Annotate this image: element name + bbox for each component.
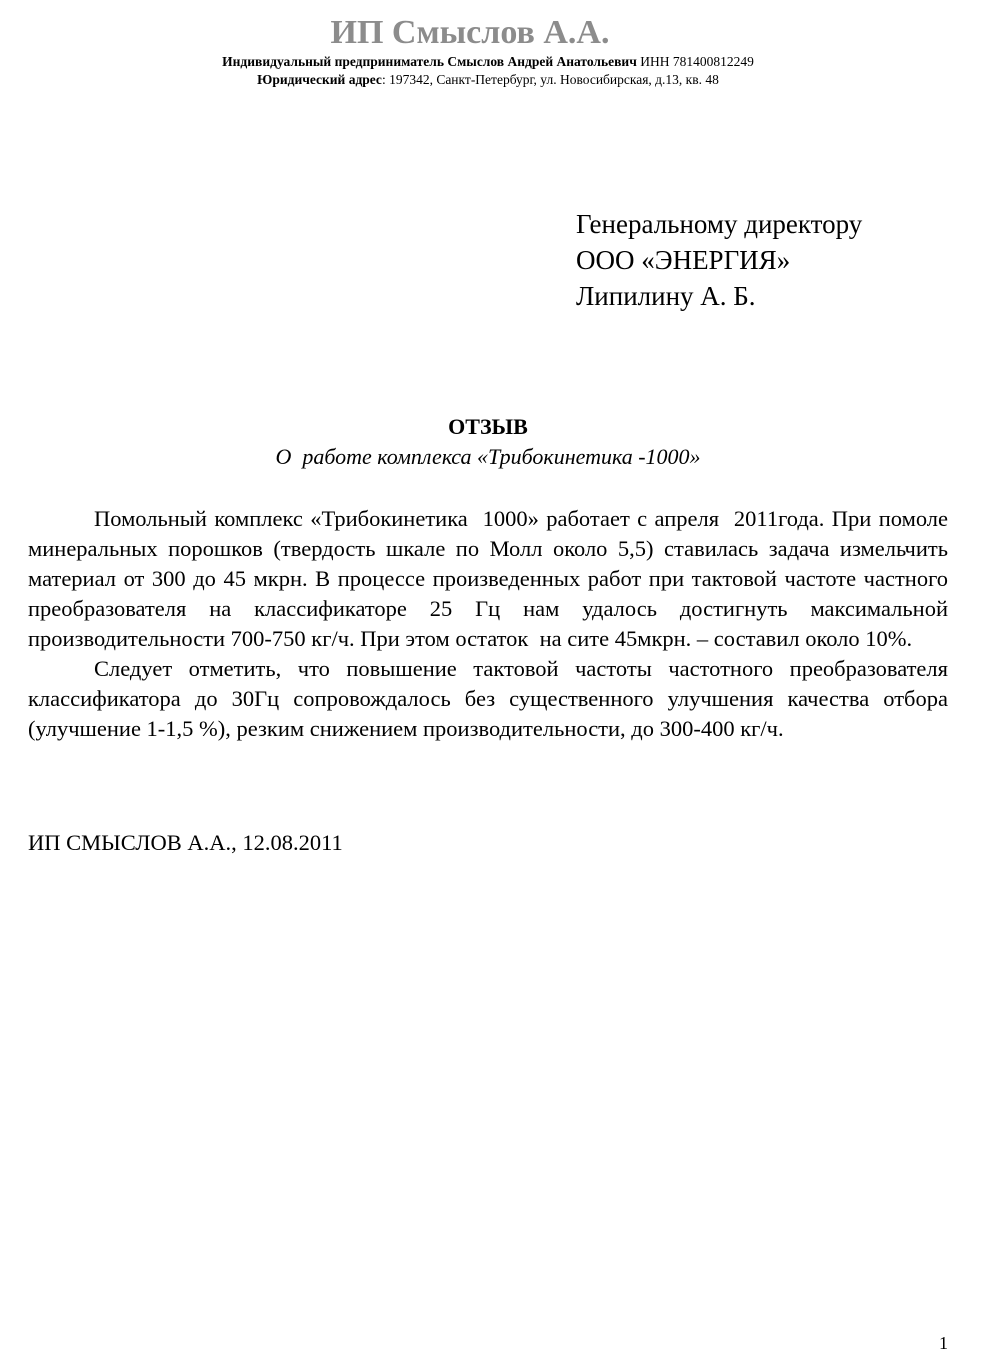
letterhead-entrepreneur-line bbox=[0, 54, 976, 70]
addressee-block bbox=[576, 206, 862, 314]
body-paragraph-1: Помольный комплекс «Трибокинетика 1000» работает с апреля 2011года. При помоле минеральных порошков (твердость шкале по Молл около 5,5) ставилась задача измельчить материал от 300 до 45 мкрн. В процессе произведенных работ при тактовой частоте частного преобразователя на классификаторе 25 Гц нам удалось достигнуть максимальной производительности 700-750 кг/ч. При этом остаток на сите 45мкрн. – составил около 10%. bbox=[28, 506, 954, 651]
inn-text: ИНН 781400812249 bbox=[636, 54, 754, 69]
addressee-position: Генеральному директору bbox=[576, 209, 863, 239]
document-body bbox=[28, 504, 960, 744]
entrepreneur-label: Индивидуальный предприниматель Смыслов Андрей Анатольевич bbox=[222, 54, 637, 69]
address-label: Юридический адрес bbox=[257, 72, 382, 87]
document-title: ОТЗЫВ bbox=[448, 414, 528, 439]
letterhead-title: ИП Смыслов А.А. bbox=[330, 14, 610, 51]
letterhead-address-line bbox=[0, 72, 976, 88]
signature-line: ИП СМЫСЛОВ А.А., 12.08.2011 bbox=[28, 830, 343, 855]
address-value: : 197342, Санкт-Петербург, ул. Новосибирская, д.13, кв. 48 bbox=[381, 72, 719, 87]
addressee-company: ООО «ЭНЕРГИЯ» bbox=[576, 245, 791, 275]
page-number: 1 bbox=[939, 1333, 948, 1353]
document-subtitle: О работе комплекса «Трибокинетика -1000» bbox=[275, 444, 701, 469]
body-paragraph-2: Следует отметить, что повышение тактовой частоты частотного преобразователя классификатора до 30Гц сопровождалось без существенного улучшения качества отбора (улучшение 1-1,5 %), резким снижением производительности, до 300-400 кг/ч. bbox=[28, 656, 960, 741]
addressee-name: Липилину А. Б. bbox=[576, 281, 756, 311]
